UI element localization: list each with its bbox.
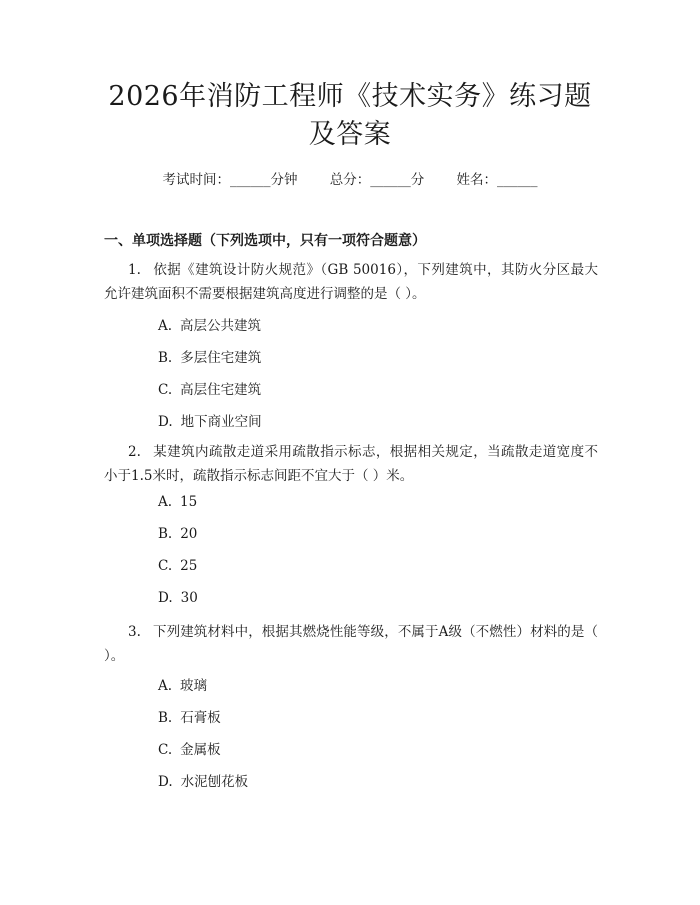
option-text: 20 (180, 526, 198, 542)
option-letter: A. (158, 494, 173, 510)
option-2a (158, 494, 197, 510)
option-text: 30 (180, 590, 198, 606)
total-score-field: 总分：______分 (329, 172, 425, 188)
document-title: 2026年消防工程师《技术实务》练习题及答案 (108, 81, 592, 150)
option-text: 玻璃 (180, 678, 208, 694)
option-1d (158, 410, 262, 430)
question-number: 1. (128, 262, 141, 278)
option-letter: B. (158, 350, 173, 366)
option-letter: A. (158, 678, 173, 694)
question-number: 3. (128, 624, 141, 640)
option-2b (158, 526, 197, 542)
option-3d (158, 770, 248, 790)
option-letter: C. (158, 382, 173, 398)
question-3 (104, 620, 598, 668)
question-text: 下列建筑材料中，根据其燃烧性能等级，不属于A级（不燃性）材料的是（ ）。 (104, 624, 598, 664)
option-letter: A. (158, 318, 173, 334)
option-text: 水泥刨花板 (180, 774, 249, 790)
option-letter: C. (158, 742, 173, 758)
section-heading: 一、单项选择题（下列选项中，只有一项符合题意） (104, 233, 426, 249)
question-text: 某建筑内疏散走道采用疏散指示标志，根据相关规定，当疏散走道宽度不小于1.5米时，疏散指示标志间距不宜大于（ ）米。 (104, 444, 598, 484)
option-text: 高层公共建筑 (180, 318, 262, 334)
question-text: 依据《建筑设计防火规范》（GB 50016），下列建筑中，其防火分区最大允许建筑面积不需要根据建筑高度进行调整的是（ ）。 (104, 262, 598, 302)
option-text: 地下商业空间 (180, 414, 262, 430)
option-letter: D. (158, 774, 173, 790)
option-text: 15 (180, 494, 198, 510)
option-text: 石膏板 (180, 710, 221, 726)
exam-info-line (0, 168, 700, 188)
option-letter: B. (158, 710, 173, 726)
option-letter: B. (158, 526, 173, 542)
exam-time-field: 考试时间：______分钟 (162, 172, 298, 188)
option-1a (158, 314, 261, 334)
option-text: 金属板 (180, 742, 221, 758)
option-letter: C. (158, 558, 173, 574)
option-text: 高层住宅建筑 (180, 382, 262, 398)
question-2 (104, 440, 598, 488)
option-1b (158, 346, 261, 366)
option-3c (158, 738, 221, 758)
option-text: 25 (180, 558, 198, 574)
option-2c (158, 558, 197, 574)
option-3b (158, 706, 221, 726)
option-letter: D. (158, 590, 173, 606)
option-1c (158, 378, 261, 398)
question-1 (104, 258, 598, 306)
student-name-field: 姓名：______ (456, 172, 538, 188)
option-letter: D. (158, 414, 173, 430)
option-2d (158, 590, 198, 606)
option-3a (158, 674, 207, 694)
option-text: 多层住宅建筑 (180, 350, 262, 366)
question-number: 2. (128, 444, 141, 460)
